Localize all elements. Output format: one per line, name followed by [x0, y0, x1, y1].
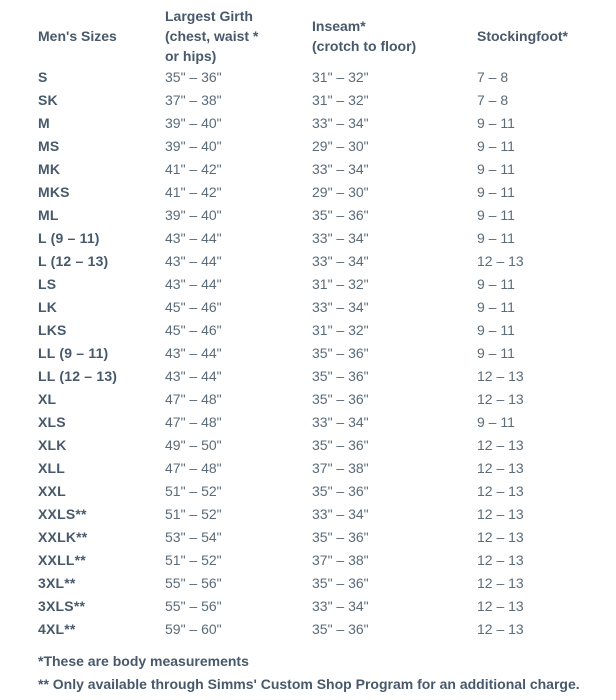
table-row [38, 112, 608, 135]
size-label: LL (9 – 11) [38, 345, 109, 361]
table-row [38, 434, 608, 457]
table-row [38, 388, 608, 411]
table-row [38, 503, 608, 526]
size-label: LS [38, 276, 57, 292]
inseam-value: 31" – 32" [312, 69, 369, 85]
girth-value: 45" – 46" [165, 299, 222, 315]
size-label: L (9 – 11) [38, 230, 100, 246]
stockingfoot-value: 9 – 11 [477, 115, 515, 131]
table-row [38, 365, 608, 388]
stockingfoot-value: 9 – 11 [477, 230, 515, 246]
inseam-value: 31" – 32" [312, 322, 369, 338]
inseam-value: 33" – 34" [312, 230, 369, 246]
table-row [38, 296, 608, 319]
footnotes [38, 650, 608, 696]
stockingfoot-value: 9 – 11 [477, 414, 515, 430]
size-label: MK [38, 161, 61, 177]
inseam-value: 33" – 34" [312, 299, 369, 315]
inseam-value: 37" – 38" [312, 552, 369, 568]
stockingfoot-value: 9 – 11 [477, 345, 515, 361]
inseam-value: 33" – 34" [312, 161, 369, 177]
size-label: MKS [38, 184, 70, 200]
size-label: LKS [38, 322, 67, 338]
stockingfoot-value: 9 – 11 [477, 276, 515, 292]
inseam-value: 35" – 36" [312, 368, 369, 384]
column-header-stockingfoot: Stockingfoot* [477, 28, 568, 44]
stockingfoot-value: 9 – 11 [477, 207, 515, 223]
table-row [38, 250, 608, 273]
girth-value: 43" – 44" [165, 230, 222, 246]
size-label: XXLS** [38, 506, 87, 522]
header-line-or-hips: or hips) [165, 48, 217, 64]
girth-value: 47" – 48" [165, 460, 222, 476]
footnote-custom-shop: ** Only available through Simms' Custom Shop Program for an additional charge. [38, 676, 580, 692]
girth-value: 39" – 40" [165, 207, 222, 223]
table-row [38, 204, 608, 227]
girth-value: 35" – 36" [165, 69, 222, 85]
table-body [38, 66, 608, 641]
table-row [38, 618, 608, 641]
table-row [38, 342, 608, 365]
girth-value: 43" – 44" [165, 276, 222, 292]
stockingfoot-value: 12 – 13 [477, 506, 524, 522]
size-label: ML [38, 207, 59, 223]
table-row [38, 273, 608, 296]
girth-value: 43" – 44" [165, 345, 222, 361]
girth-value: 55" – 56" [165, 575, 222, 591]
inseam-value: 33" – 34" [312, 506, 369, 522]
table-row [38, 526, 608, 549]
inseam-value: 35" – 36" [312, 621, 369, 637]
stockingfoot-value: 12 – 13 [477, 621, 524, 637]
table-row [38, 181, 608, 204]
inseam-value: 35" – 36" [312, 207, 369, 223]
table-row [38, 549, 608, 572]
size-label: LK [38, 299, 58, 315]
size-label: 3XLS** [38, 598, 86, 614]
table-row [38, 227, 608, 250]
stockingfoot-value: 12 – 13 [477, 253, 524, 269]
size-label: 3XL** [38, 575, 76, 591]
stockingfoot-value: 12 – 13 [477, 391, 524, 407]
table-row [38, 135, 608, 158]
girth-value: 37" – 38" [165, 92, 222, 108]
inseam-value: 33" – 34" [312, 115, 369, 131]
inseam-value: 31" – 32" [312, 276, 369, 292]
header-line-inseam: Inseam* [312, 18, 366, 34]
girth-value: 41" – 42" [165, 161, 222, 177]
table-row [38, 89, 608, 112]
table-row [38, 595, 608, 618]
girth-value: 59" – 60" [165, 621, 222, 637]
table-row [38, 457, 608, 480]
girth-value: 43" – 44" [165, 253, 222, 269]
inseam-value: 31" – 32" [312, 92, 369, 108]
girth-value: 39" – 40" [165, 138, 222, 154]
footnote-body-measurements: *These are body measurements [38, 653, 249, 669]
inseam-value: 29" – 30" [312, 184, 369, 200]
size-label: XLL [38, 460, 66, 476]
header-line-chest-waist: (chest, waist * [165, 28, 259, 44]
stockingfoot-value: 12 – 13 [477, 437, 524, 453]
girth-value: 51" – 52" [165, 506, 222, 522]
size-label: XXL [38, 483, 66, 499]
stockingfoot-value: 7 – 8 [477, 92, 509, 108]
inseam-value: 33" – 34" [312, 414, 369, 430]
girth-value: 53" – 54" [165, 529, 222, 545]
stockingfoot-value: 9 – 11 [477, 184, 515, 200]
stockingfoot-value: 12 – 13 [477, 529, 524, 545]
size-label: XXLL** [38, 552, 86, 568]
size-label: L (12 – 13) [38, 253, 109, 269]
stockingfoot-value: 12 – 13 [477, 575, 524, 591]
header-line-largest-girth: Largest Girth [165, 8, 253, 24]
girth-value: 43" – 44" [165, 368, 222, 384]
inseam-value: 35" – 36" [312, 483, 369, 499]
stockingfoot-value: 12 – 13 [477, 368, 524, 384]
size-label: S [38, 69, 48, 85]
girth-value: 51" – 52" [165, 552, 222, 568]
stockingfoot-value: 12 – 13 [477, 598, 524, 614]
girth-value: 41" – 42" [165, 184, 222, 200]
inseam-value: 33" – 34" [312, 253, 369, 269]
size-label: M [38, 115, 50, 131]
table-header-row [38, 0, 608, 66]
stockingfoot-value: 12 – 13 [477, 483, 524, 499]
girth-value: 39" – 40" [165, 115, 222, 131]
table-row [38, 158, 608, 181]
stockingfoot-value: 12 – 13 [477, 552, 524, 568]
table-row [38, 319, 608, 342]
stockingfoot-value: 9 – 11 [477, 299, 515, 315]
girth-value: 45" – 46" [165, 322, 222, 338]
column-header-mens-sizes: Men's Sizes [38, 28, 117, 44]
stockingfoot-value: 9 – 11 [477, 322, 515, 338]
stockingfoot-value: 9 – 11 [477, 138, 515, 154]
size-label: 4XL** [38, 621, 76, 637]
girth-value: 49" – 50" [165, 437, 222, 453]
table-row [38, 480, 608, 503]
size-label: XXLK** [38, 529, 88, 545]
girth-value: 47" – 48" [165, 414, 222, 430]
stockingfoot-value: 7 – 8 [477, 69, 509, 85]
inseam-value: 35" – 36" [312, 437, 369, 453]
inseam-value: 37" – 38" [312, 460, 369, 476]
inseam-value: 35" – 36" [312, 575, 369, 591]
size-label: SK [38, 92, 58, 108]
stockingfoot-value: 9 – 11 [477, 161, 515, 177]
stockingfoot-value: 12 – 13 [477, 460, 524, 476]
size-label: XLS [38, 414, 66, 430]
size-label: LL (12 – 13) [38, 368, 118, 384]
column-header-largest-girth [165, 6, 312, 66]
header-line-crotch-to-floor: (crotch to floor) [312, 38, 417, 54]
inseam-value: 29" – 30" [312, 138, 369, 154]
girth-value: 47" – 48" [165, 391, 222, 407]
size-label: MS [38, 138, 60, 154]
size-label: XLK [38, 437, 67, 453]
size-label: XL [38, 391, 57, 407]
table-row [38, 572, 608, 595]
girth-value: 51" – 52" [165, 483, 222, 499]
column-header-inseam [312, 16, 477, 56]
table-row [38, 411, 608, 434]
inseam-value: 33" – 34" [312, 598, 369, 614]
inseam-value: 35" – 36" [312, 529, 369, 545]
inseam-value: 35" – 36" [312, 391, 369, 407]
inseam-value: 35" – 36" [312, 345, 369, 361]
girth-value: 55" – 56" [165, 598, 222, 614]
table-row [38, 66, 608, 89]
